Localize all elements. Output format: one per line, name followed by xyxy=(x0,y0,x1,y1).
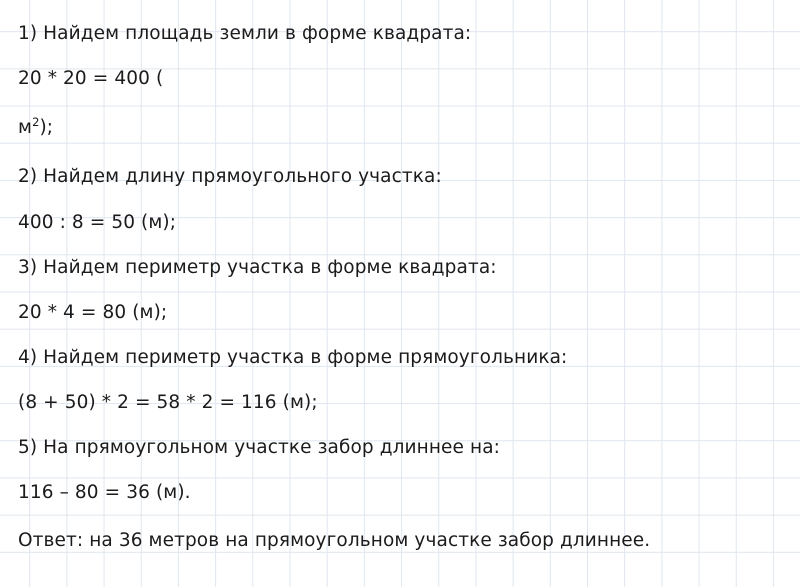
unit-meter-symbol: м xyxy=(18,117,33,139)
step-1-calculation: 20 * 20 = 400 ( xyxy=(18,68,164,90)
unit-exponent: 2 xyxy=(32,115,40,130)
step-5-calculation: 116 – 80 = 36 (м). xyxy=(18,482,191,504)
step-3-heading: 3) Найдем периметр участка в форме квадрата: xyxy=(18,256,497,278)
step-1-heading: 1) Найдем площадь земли в форме квадрата: xyxy=(18,23,472,44)
step-5-heading: 5) На прямоугольном участке забор длиннее на: xyxy=(18,437,500,459)
step-2-calculation: 400 : 8 = 50 (м); xyxy=(18,211,177,233)
answer-line: Ответ: на 36 метров на прямоугольном участке забор длиннее. xyxy=(18,530,651,552)
step-3-calculation: 20 * 4 = 80 (м); xyxy=(18,301,168,323)
unit-closing: ); xyxy=(39,117,54,139)
step-1-unit xyxy=(18,116,786,139)
step-4-calculation: (8 + 50) * 2 = 58 * 2 = 116 (м); xyxy=(18,392,318,413)
solution-text-block xyxy=(18,18,786,553)
step-2-heading: 2) Найдем длину прямоугольного участка: xyxy=(18,166,442,188)
step-4-heading: 4) Найдем периметр участка в форме прямоугольника: xyxy=(18,346,568,368)
